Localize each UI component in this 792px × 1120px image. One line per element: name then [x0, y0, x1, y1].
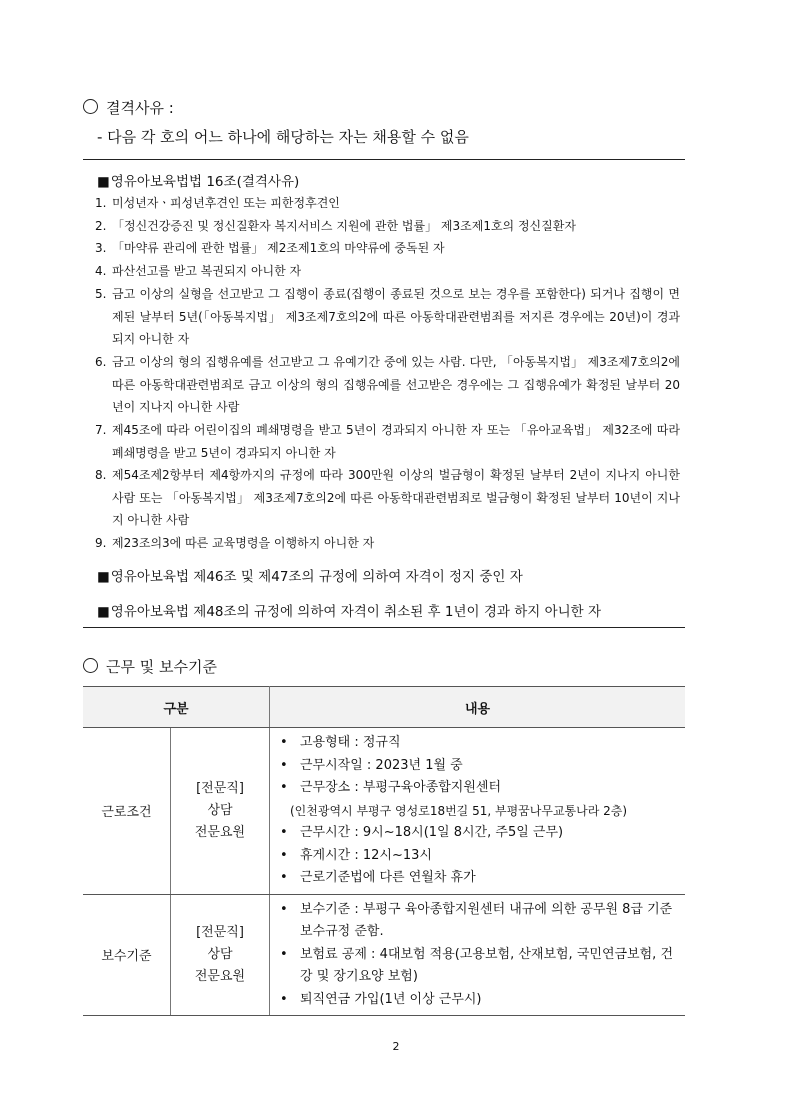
section-title-disqualification: 결격사유 :: [83, 97, 174, 118]
bullet-item: • 보험료 공제 : 4대보험 적용(고용보험, 산재보험, 국민연금보험, 건강 및 장기요양 보험): [278, 944, 679, 989]
list-item: 2. 「정신건강증진 및 정신질환자 복지서비스 지원에 관한 법률」 제3조제1호의 정신질환자: [95, 219, 576, 233]
row-category: 근로조건: [83, 728, 171, 895]
address-note: (인천광역시 부평구 영성로18번길 51, 부평꿈나무교통나라 2층): [290, 803, 628, 818]
page-number: 2: [392, 1040, 400, 1053]
bullet-item: • 고용형태 : 정규직: [278, 732, 679, 755]
row-category: 보수기준: [83, 894, 171, 1016]
extra-clause-1: ■ 영유아보육법 제46조 및 제47조의 규정에 의하여 자격이 정지 중인 자: [97, 565, 523, 585]
list-item: 4. 파산선고를 받고 복권되지 아니한 자: [95, 264, 302, 278]
list-item: 6. 금고 이상의 형의 집행유예를 선고받고 그 유예기간 중에 있는 사람. 다만, 「아동복지법」 제3조제7호의2에 따른 아동학대관련범죄로 금고 이상의 형의 집행유예를 선고받은 경우에는 그 집행유예가 확정된 날부터 20년이 지나지 아니한 사람: [95, 355, 680, 415]
header-content: 내용: [270, 687, 686, 728]
work-conditions-table: [83, 686, 685, 1016]
divider: [83, 627, 685, 628]
circle-bullet-icon: [83, 658, 98, 673]
row-position: [전문직] 상담 전문요원: [171, 728, 270, 895]
table-row: [83, 894, 685, 1016]
bullet-item: • 근로기준법에 다른 연월차 휴가: [278, 867, 679, 890]
bullet-item: • 보수기준 : 부평구 육아종합지원센터 내규에 의한 공무원 8급 기준 보수규정 준함.: [278, 899, 679, 944]
list-item: 8. 제54조제2항부터 제4항까지의 규정에 따라 300만원 이상의 벌금형이 확정된 날부터 2년이 지나지 아니한 사람 또는 「아동복지법」 제3조제7호의2에 따른 아동학대관련범죄로 벌금형이 확정된 날부터 10년이 지나지 아니한 사람: [95, 468, 680, 528]
section-subtitle: - 다음 각 호의 어느 하나에 해당하는 자는 채용할 수 없음: [97, 128, 469, 146]
header-category: 구분: [83, 687, 270, 728]
bullet-item: • 근무시간 : 9시~18시(1일 8시간, 주5일 근무): [278, 822, 679, 845]
list-item: 3. 「마약류 관리에 관한 법률」 제2조제1호의 마약류에 중독된 자: [95, 241, 445, 255]
law-heading: ■ 영유아보육법법 16조(결격사유): [97, 170, 299, 190]
circle-bullet-icon: [83, 99, 98, 114]
table-header-row: [83, 687, 685, 728]
row-content: [270, 894, 686, 1016]
row-content: [270, 728, 686, 895]
bullet-item: • 퇴직연금 가입(1년 이상 근무시): [278, 989, 679, 1012]
bullet-item: • 휴게시간 : 12시~13시: [278, 845, 679, 868]
list-item: 7. 제45조에 따라 어린이집의 폐쇄명령을 받고 5년이 경과되지 아니한 자 또는 「유아교육법」 제32조에 따라 폐쇄명령을 받고 5년이 경과되지 아니한 자: [95, 423, 680, 460]
list-item: 1. 미성년자ㆍ피성년후견인 또는 피한정후견인: [95, 196, 340, 210]
list-item: 5. 금고 이상의 실형을 선고받고 그 집행이 종료(집행이 종료된 것으로 보는 경우를 포함한다) 되거나 집행이 면제된 날부터 5년(「아동복지법」 제3조제7호의2에 따른 아동학대관련범죄를 저지른 경우에는 20년)이 경과되지 아니한 자: [95, 287, 680, 347]
extra-clause-2: ■ 영유아보육법 제48조의 규정에 의하여 자격이 취소된 후 1년이 경과 하지 아니한 자: [97, 600, 601, 620]
row-position: [전문직] 상담 전문요원: [171, 894, 270, 1016]
divider: [83, 159, 685, 160]
bullet-item: • 근무장소 : 부평구육아종합지원센터: [278, 777, 679, 800]
section-title-work-conditions: 근무 및 보수기준: [83, 656, 217, 677]
bullet-item: • 근무시작일 : 2023년 1월 중: [278, 755, 679, 778]
table-row: [83, 728, 685, 895]
list-item: 9. 제23조의3에 따른 교육명령을 이행하지 아니한 자: [95, 536, 375, 550]
